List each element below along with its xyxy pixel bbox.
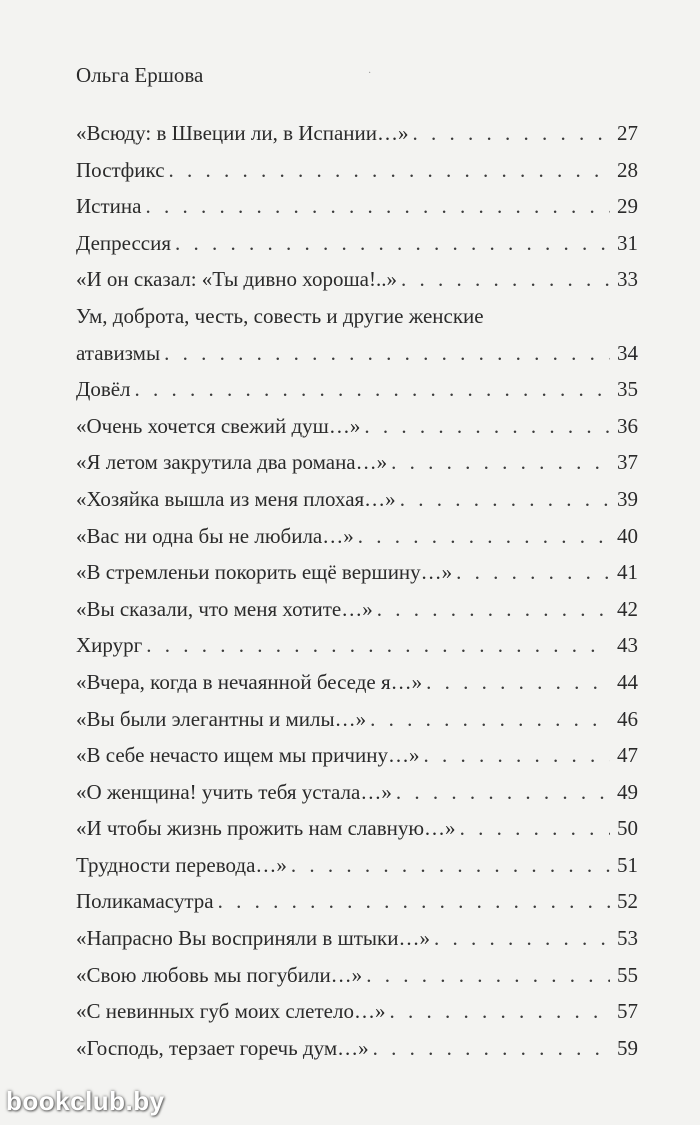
toc-entry (76, 774, 638, 811)
dot-leader (366, 957, 610, 994)
dot-leader (426, 664, 610, 701)
toc-entry-title: Хирург (76, 633, 143, 658)
toc-entry-title: «Я летом закрутила два романа…» (76, 450, 388, 475)
toc-entry (76, 115, 638, 152)
toc-entry (76, 701, 638, 738)
toc-entry (76, 225, 638, 262)
toc-entry (76, 883, 638, 920)
dot-leader (401, 261, 610, 298)
toc-entry (76, 847, 638, 884)
dot-leader (434, 920, 610, 957)
toc-entry-page-number: 27 (617, 121, 638, 145)
toc-entry-title: Трудности перевода…» (76, 852, 287, 877)
dot-leader (456, 554, 610, 591)
dot-leader (291, 847, 610, 884)
site-watermark: bookclub.by (6, 1086, 165, 1116)
dot-leader (146, 627, 610, 664)
toc-entry-page-number: 31 (617, 230, 638, 255)
toc-entry-title: «Напрасно Вы восприняли в штыки…» (76, 926, 430, 951)
toc-entry-title: Депрессия (76, 230, 172, 255)
toc-entry-page-number: 44 (617, 669, 638, 694)
toc-entry (76, 481, 638, 518)
toc-entry (76, 737, 638, 774)
toc-entry-page-number: 51 (617, 852, 638, 877)
toc-entry (76, 810, 638, 847)
dot-leader (460, 810, 610, 847)
toc-entry-title: «Всюду: в Швеции ли, в Испании…» (76, 121, 409, 145)
dot-leader (169, 152, 610, 189)
toc-entry-page-number: 52 (617, 889, 638, 914)
toc-entry-page-number: 50 (617, 816, 638, 841)
toc-entry-page-number: 55 (617, 962, 638, 987)
toc-entry-title: «В стремленьи покорить ещё вершину…» (76, 560, 453, 585)
toc-entry (76, 957, 638, 994)
dot-leader (370, 701, 610, 738)
toc-entry-page-number: 33 (617, 267, 638, 292)
toc-entry-title: «О женщина! учить тебя устала…» (76, 779, 392, 804)
toc-entry-page-number: 37 (617, 450, 638, 475)
toc-entry-title: «С невинных губ моих слетело…» (76, 999, 386, 1024)
dot-leader (145, 188, 610, 225)
dot-leader (373, 1030, 610, 1067)
toc-entry (76, 993, 638, 1030)
dot-leader (358, 518, 610, 555)
toc-entry (76, 1030, 638, 1067)
toc-entry-title: Довёл (76, 377, 131, 402)
dot-leader (391, 444, 610, 481)
toc-entry-title: «И чтобы жизнь прожить нам славную…» (76, 816, 456, 841)
toc-entry-title-line: Ум, доброта, честь, совесть и другие женские (76, 303, 484, 328)
toc-entry (76, 627, 638, 664)
toc-entry-page-number: 28 (617, 157, 638, 182)
dot-leader (364, 408, 610, 445)
toc-entry-title: «Вчера, когда в нечаянной беседе я…» (76, 669, 423, 694)
toc-entry (76, 591, 638, 628)
toc-entry (76, 152, 638, 189)
toc-entry-page-number: 59 (617, 1035, 638, 1060)
toc-entry-page-number: 53 (617, 926, 638, 951)
toc-entry (76, 408, 638, 445)
toc-entry-page-number: 57 (617, 999, 638, 1024)
toc-entry (76, 335, 638, 372)
dot-leader (377, 591, 610, 628)
toc-entry-title: «Вас ни одна бы не любила…» (76, 523, 354, 548)
toc-entry-title: атавизмы (76, 340, 161, 365)
toc-entry (76, 554, 638, 591)
toc-entry-title: Поликамасутра (76, 889, 214, 914)
toc-entry-page-number: 34 (617, 340, 638, 365)
toc-entry-title: «Вы сказали, что меня хотите…» (76, 596, 373, 621)
toc-entry-title: «Господь, терзает горечь дум…» (76, 1035, 369, 1060)
toc-entry-page-number: 41 (617, 560, 638, 585)
toc-entry (76, 664, 638, 701)
toc-entry-page-number: 47 (617, 743, 638, 768)
toc-entry-page-number: 49 (617, 779, 638, 804)
dot-leader (175, 225, 610, 262)
toc-entry-page-number: 36 (617, 413, 638, 438)
dot-leader (389, 993, 610, 1030)
table-of-contents (76, 115, 638, 1066)
toc-entry (76, 261, 638, 298)
dot-leader (423, 737, 610, 774)
toc-entry-title: «И он сказал: «Ты дивно хороша!..» (76, 267, 397, 292)
toc-entry (76, 371, 638, 408)
toc-entry (76, 920, 638, 957)
toc-entry (76, 188, 638, 225)
dot-leader (396, 774, 610, 811)
dot-leader (413, 115, 610, 152)
toc-entry-title: Постфикс (76, 157, 165, 182)
toc-entry-title: «В себе нечасто ищем мы причину…» (76, 743, 420, 768)
dot-leader (400, 481, 610, 518)
toc-entry-page-number: 46 (617, 706, 638, 731)
running-header-author: Ольга Ершова (76, 63, 204, 87)
dot-leader (135, 371, 610, 408)
toc-entry-page-number: 29 (617, 194, 638, 219)
toc-entry-page-number: 42 (617, 596, 638, 621)
toc-entry-title: «Вы были элегантны и милы…» (76, 706, 367, 731)
toc-entry-title: Истина (76, 194, 142, 219)
toc-entry-page-number: 40 (617, 523, 638, 548)
toc-entry (76, 518, 638, 555)
toc-entry-title: «Свою любовь мы погубили…» (76, 962, 363, 987)
dot-leader (218, 883, 610, 920)
toc-entry (76, 444, 638, 481)
toc-entry-title: «Хозяйка вышла из меня плохая…» (76, 486, 396, 511)
dot-leader (164, 335, 610, 372)
toc-entry-page-number: 39 (617, 486, 638, 511)
toc-entry-page-number: 35 (617, 377, 638, 402)
toc-entry-title: «Очень хочется свежий душ…» (76, 413, 361, 438)
print-speck: · (368, 68, 372, 79)
toc-entry-page-number: 43 (617, 633, 638, 658)
